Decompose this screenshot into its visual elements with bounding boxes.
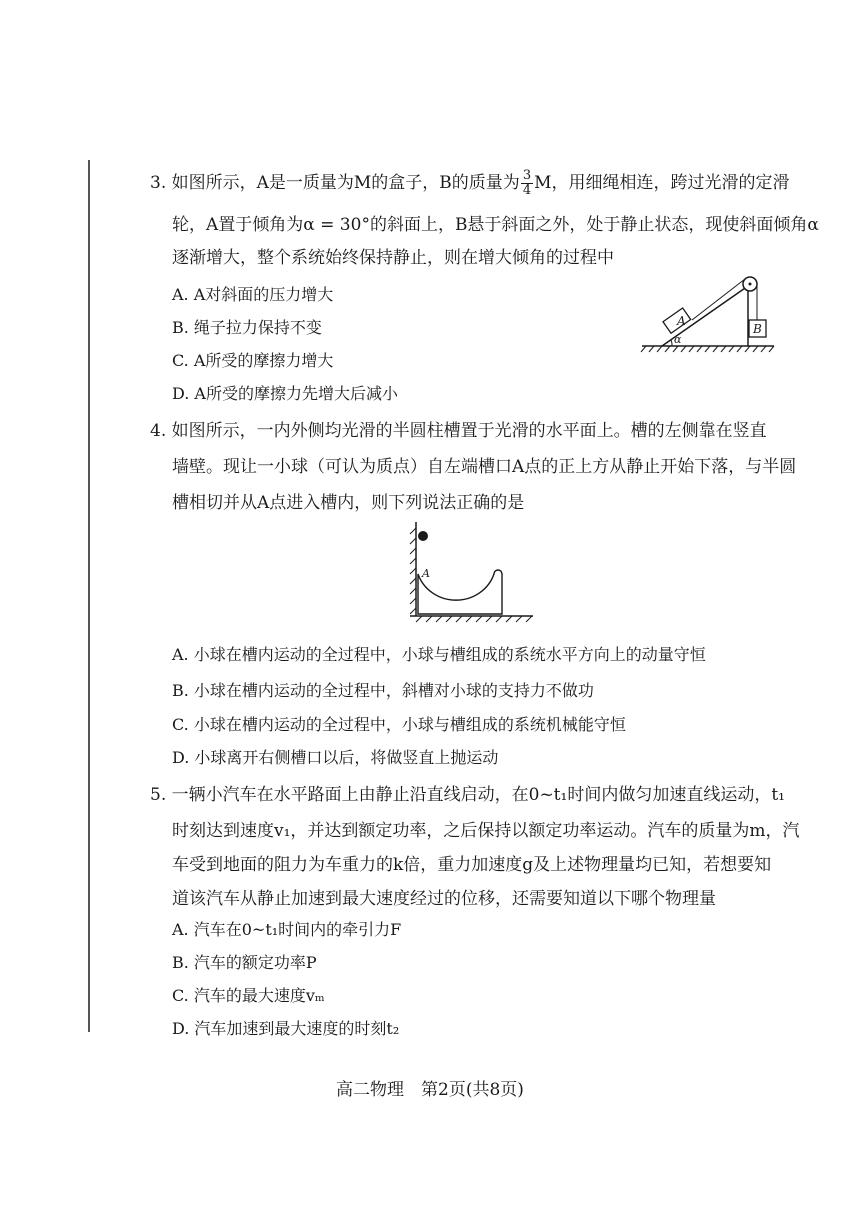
q3-line-3: 逐渐增大，整个系统始终保持静止，则在增大倾角的过程中 [172, 248, 614, 268]
margin-line [88, 160, 90, 1032]
q4-groove-figure [398, 518, 538, 628]
label-b: B [753, 322, 762, 336]
q5-option-b: B. 汽车的额定功率P [172, 953, 317, 972]
label-alpha: α [674, 333, 682, 346]
q3-text-a: 3. 如图所示，A是一质量为M的盒子，B的质量为 [150, 173, 520, 193]
q3-line-2: 轮，A置于倾角为α = 30°的斜面上，B悬于斜面之外，处于静止状态，现使斜面倾角α [172, 215, 819, 235]
q3-incline-figure [640, 268, 780, 358]
q4-line-1: 4. 如图所示，一内外侧均光滑的半圆柱槽置于光滑的水平面上。槽的左侧靠在竖直 [150, 421, 767, 441]
q3-option-c: C. A所受的摩擦力增大 [172, 351, 334, 370]
q4-option-a: A. 小球在槽内运动的全过程中，小球与槽组成的系统水平方向上的动量守恒 [172, 645, 706, 664]
q5-option-a: A. 汽车在0~t₁时间内的牵引力F [172, 920, 402, 939]
q4-line-2: 墙壁。现让一小球（可认为质点）自左端槽口A点的正上方从静止开始下落，与半圆 [172, 457, 797, 477]
page-footer: 高二物理 第2页(共8页) [336, 1080, 524, 1100]
q5-line-1: 5. 一辆小汽车在水平路面上由静止沿直线启动，在0~t₁时间内做匀加速直线运动，t₁ [150, 785, 785, 805]
q3-option-b: B. 绳子拉力保持不变 [172, 318, 322, 337]
q5-option-d: D. 汽车加速到最大速度的时刻t₂ [172, 1019, 400, 1038]
label-a-point: A [422, 567, 430, 580]
q5-line-2: 时刻达到速度v₁，并达到额定功率，之后保持以额定功率运动。汽车的质量为m，汽 [172, 821, 800, 841]
q3-text-b: M，用细绳相连，跨过光滑的定滑 [534, 173, 790, 193]
q3-option-a: A. A对斜面的压力增大 [172, 285, 334, 304]
q4-option-d: D. 小球离开右侧槽口以后，将做竖直上抛运动 [172, 748, 499, 767]
q4-option-c: C. 小球在槽内运动的全过程中，小球与槽组成的系统机械能守恒 [172, 715, 626, 734]
q5-line-4: 道该汽车从静止加速到最大速度经过的位移，还需要知道以下哪个物理量 [172, 889, 716, 909]
fraction-three-quarters: $\frac{3}{4}$ [522, 168, 532, 198]
q4-option-b: B. 小球在槽内运动的全过程中，斜槽对小球的支持力不做功 [172, 681, 594, 700]
q5-option-c: C. 汽车的最大速度vₘ [172, 986, 325, 1005]
q3-option-d: D. A所受的摩擦力先增大后减小 [172, 384, 398, 403]
q5-line-3: 车受到地面的阻力为车重力的k倍，重力加速度g及上述物理量均已知，若想要知 [172, 855, 772, 875]
q4-line-3: 槽相切并从A点进入槽内，则下列说法正确的是 [172, 493, 525, 513]
q3-line-1 [150, 168, 790, 198]
label-a: A [677, 314, 686, 328]
